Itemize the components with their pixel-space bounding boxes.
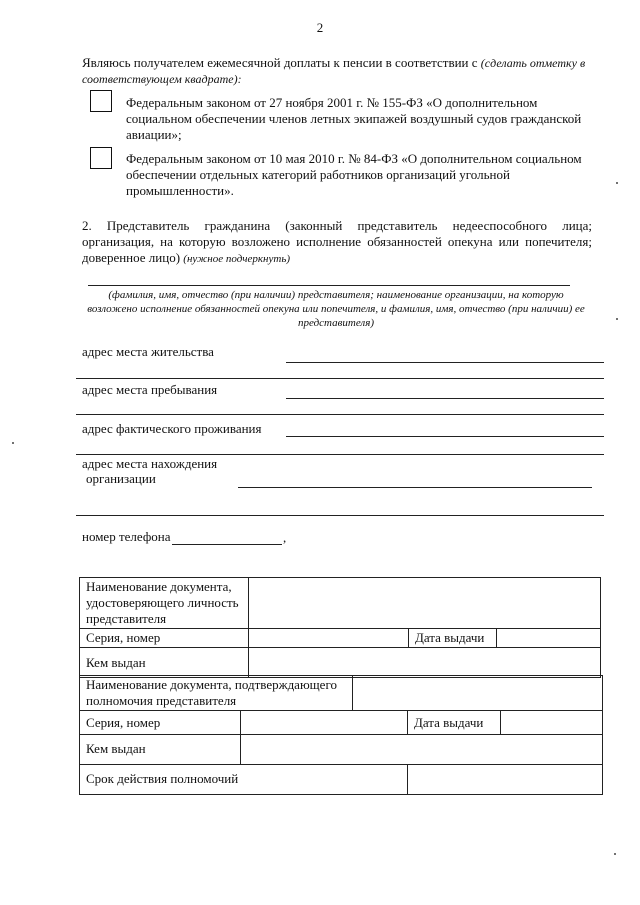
authority-doc-name-row [80, 676, 603, 711]
stay-label: адрес места пребывания [82, 382, 218, 397]
residence-line-1[interactable] [286, 362, 604, 363]
org-address-label-1: адрес места нахождения [82, 456, 218, 471]
identity-doc-series-row [80, 629, 601, 648]
authority-doc-validity-cell[interactable] [408, 765, 603, 795]
phone-comma: , [283, 530, 287, 545]
intro-paragraph [82, 55, 592, 87]
authority-doc-date-cell[interactable] [501, 711, 603, 735]
scan-speck [616, 182, 618, 184]
scan-speck [614, 853, 616, 855]
authority-doc-issuer-label: Кем выдан [80, 735, 241, 765]
authority-doc-series-row [80, 711, 603, 735]
identity-doc-name-cell[interactable] [249, 578, 601, 629]
phone-line[interactable] [172, 544, 282, 545]
identity-document-table [79, 577, 601, 678]
page-number: 2 [316, 20, 324, 35]
intro-text: Являюсь получателем ежемесячной доплаты к пенсии в соответствии с [82, 55, 481, 70]
org-address-line-2[interactable] [76, 515, 604, 516]
authority-doc-date-label: Дата выдачи [408, 711, 501, 735]
section-2-note: (нужное подчеркнуть) [183, 253, 290, 265]
stay-line-1[interactable] [286, 398, 604, 399]
identity-doc-name-label: Наименование документа, удостоверяющего личность представителя [80, 578, 249, 629]
actual-address-line-1[interactable] [286, 436, 604, 437]
identity-doc-date-cell[interactable] [497, 629, 601, 648]
org-address-line-1[interactable] [238, 487, 592, 488]
identity-doc-issuer-row [80, 648, 601, 678]
identity-doc-date-label: Дата выдачи [409, 629, 497, 648]
authority-doc-validity-label: Срок действия полномочий [80, 765, 408, 795]
phone-label: номер телефона [82, 529, 171, 544]
authority-document-table [79, 675, 603, 795]
authority-doc-name-label: Наименование документа, подтверждающего полномочия представителя [80, 676, 353, 711]
authority-doc-series-cell[interactable] [241, 711, 408, 735]
authority-doc-validity-row [80, 765, 603, 795]
intro-note: (сделать отметку в соответствующем квадрате): [82, 56, 586, 86]
section-2-paragraph [82, 218, 592, 267]
identity-doc-series-cell[interactable] [249, 629, 409, 648]
identity-doc-issuer-cell[interactable] [249, 648, 601, 678]
residence-label: адрес места жительства [82, 344, 214, 359]
authority-doc-series-label: Серия, номер [80, 711, 241, 735]
actual-address-line-2[interactable] [76, 454, 604, 455]
identity-doc-series-label: Серия, номер [80, 629, 249, 648]
residence-line-2[interactable] [76, 378, 604, 379]
org-address-label-2: организации [86, 471, 156, 486]
identity-doc-issuer-label: Кем выдан [80, 648, 249, 678]
law-155-option-label: Федеральным законом от 27 ноября 2001 г. № 155-ФЗ «О дополнительном социальном обеспечении членов летных экипажей воздушный судов гражданской авиации»; [126, 95, 582, 142]
authority-doc-name-cell[interactable] [353, 676, 603, 711]
identity-doc-name-row [80, 578, 601, 629]
authority-doc-issuer-cell[interactable] [241, 735, 603, 765]
law-84-option-label: Федеральным законом от 10 мая 2010 г. № 84-ФЗ «О дополнительном социальном обеспечении отдельных категорий работников организаций угольной промышленности». [126, 151, 582, 198]
authority-doc-issuer-row [80, 735, 603, 765]
scan-speck [616, 318, 618, 320]
representative-name-line[interactable] [88, 285, 570, 286]
representative-caption: (фамилия, имя, отчество (при наличии) представителя; наименование организации, на которую возложено исполнение обязанностей опекуна или попечителя, и фамилия, имя, отчество (при наличии) ее представителя) [87, 289, 585, 329]
section-2-text: 2. Представитель гражданина (законный представитель недееспособного лица; организация, на которую возложено исполнение обязанностей опекуна или попечителя; доверенное лицо) [82, 218, 592, 265]
scan-speck [12, 442, 14, 444]
actual-address-label: адрес фактического проживания [82, 421, 262, 436]
law-84-checkbox[interactable] [90, 147, 112, 169]
law-155-checkbox[interactable] [90, 90, 112, 112]
stay-line-2[interactable] [76, 414, 604, 415]
